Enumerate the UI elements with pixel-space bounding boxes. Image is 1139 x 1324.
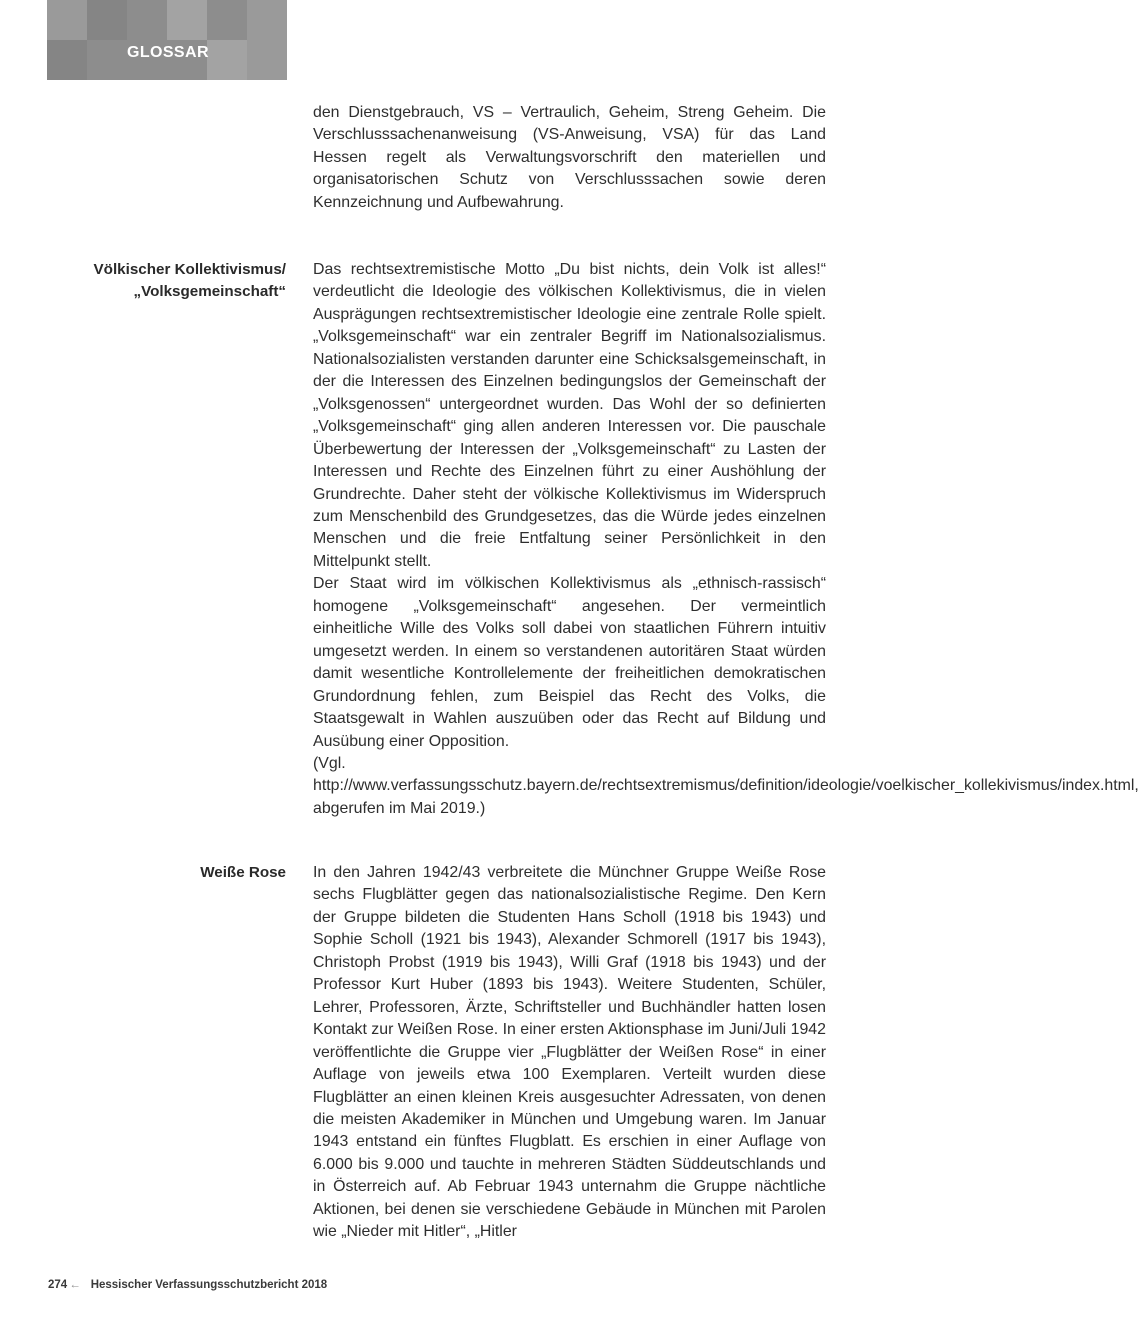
entry-term-line: Völkischer Kollektivismus/ — [93, 261, 286, 278]
section-label: GLOSSAR — [127, 44, 209, 61]
entry-body — [313, 862, 826, 1244]
entry-body — [313, 259, 1139, 820]
arrow-left-icon: ← — [69, 1279, 81, 1291]
header-pattern-tile — [167, 0, 207, 40]
entry-paragraph: Das rechtsextremistische Motto „Du bist nichts, dein Volk ist alles!“ verdeutlicht die Ideologie des völkischen Kollektivismus, die in vielen Ausprägungen rechtsextremistischer Ideologie eine zentrale Rolle spielt. „Volksgemeinschaft“ war ein zentraler Begriff im Nationalsozialismus. Nationalsozialisten verstanden darunter eine Schicksalsgemeinschaft, in der die Interessen des Einzelnen bedingungslos der Gemeinschaft der „Volksgenossen“ untergeordnet wurden. Das Wohl der so definierten „Volksgemeinschaft“ ging allen anderen Interessen vor. Die pauschale Überbewertung der Interessen der „Volksgemeinschaft“ zu Lasten der Interessen und Rechte des Einzelnen führt zu einer Aushöhlung der Grundrechte. Daher steht der völkische Kollektivismus im Widerspruch zum Menschenbild des Grundgesetzes, das die Würde jedes einzelnen Menschen und die freie Entfaltung seiner Persönlichkeit in den Mittelpunkt stellt. — [313, 261, 826, 570]
header-pattern-tile — [247, 40, 287, 80]
entry-term-line: „Volksgemeinschaft“ — [133, 283, 286, 301]
page-number: 274 — [48, 1279, 68, 1291]
entry-paragraph: (Vgl. http://www.verfassungsschutz.bayern.de/rechtsextremismus/definition/ideologie/voelkischer_kollekivismus/index.html, abgerufen im Mai 2019.) — [313, 754, 1139, 817]
entry-term-line: Weiße Rose — [200, 864, 286, 881]
header-pattern-tile — [47, 0, 87, 40]
entry-paragraph: In den Jahren 1942/43 verbreitete die Münchner Gruppe Weiße Rose sechs Flugblätter gegen das nationalsozialistische Regime. Den Kern der Gruppe bildeten die Studenten Hans Scholl (1918 bis 1943) und Sophie Scholl (1921 bis 1943), Alexander Schmorell (1917 bis 1943), Christoph Probst (1919 bis 1943), Willi Graf (1918 bis 1943) und der Professor Kurt Huber (1893 bis 1943). Weitere Studenten, Schüler, Lehrer, Professoren, Ärzte, Schriftsteller und Buchhändler hatten losen Kontakt zur Weißen Rose. In einer ersten Aktionsphase im Juni/Juli 1942 veröffentlichte die Gruppe vier „Flugblätter der Weißen Rose“ in einer Auflage von jeweils etwa 100 Exemplaren. Verteilt wurden diese Flugblätter an einen kleinen Kreis ausgesuchter Adressaten, von denen die meisten Akademiker in München und Umgebung waren. Im Januar 1943 entstand ein fünftes Flugblatt. Es erschien in einer Auflage von 6.000 bis 9.000 und tauchte in mehreren Städten Süddeutschlands und in Österreich auf. Ab Februar 1943 unternahm die Gruppe nächtliche Aktionen, bei denen sie verschiedene Gebäude in München mit Parolen wie „Nieder mit Hitler“, „Hitler — [313, 864, 826, 1241]
header-pattern-tile — [47, 40, 87, 80]
entry-term — [26, 862, 286, 884]
entry-paragraph: Der Staat wird im völkischen Kollektivismus als „ethnisch-rassisch“ homogene „Volksgemeinschaft“ angesehen. Der vermeintlich einheitliche Wille des Volks soll dabei von staatlichen Führern intuitiv umgesetzt werden. In einem so verstandenen autoritären Staat würden damit wesentliche Kontrollelemente der freiheitlichen demokratischen Grundordnung fehlen, zum Beispiel das Recht des Volks, die Staatsgewalt in Wahlen auszuüben oder das Recht auf Bildung und Ausübung einer Opposition. — [313, 575, 826, 750]
page-footer — [48, 1279, 327, 1291]
entry-term — [26, 259, 286, 304]
entry-body — [313, 102, 826, 214]
header-pattern-tile — [87, 0, 127, 40]
header-pattern-tile — [207, 40, 247, 80]
entry-paragraph: den Dienstgebrauch, VS – Vertraulich, Geheim, Streng Geheim. Die Verschlusssachenanweisung (VS-Anweisung, VSA) für das Land Hessen regelt als Verwaltungsvorschrift den materiellen und organisatorischen Schutz von Verschlusssachen sowie deren Kennzeichnung und Aufbewahrung. — [313, 104, 826, 211]
header-pattern-tile — [247, 0, 287, 40]
section-header-band — [47, 0, 287, 80]
publication-title: Hessischer Verfassungsschutzbericht 2018 — [90, 1279, 328, 1291]
